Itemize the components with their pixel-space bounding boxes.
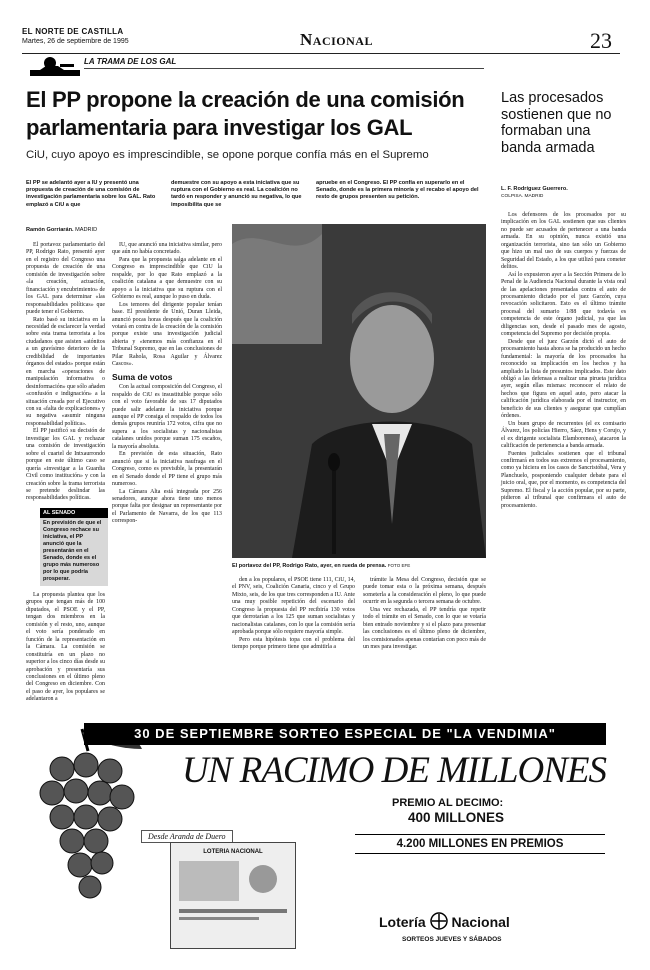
- paragraph: El portavoz parlamentario del PP, Rodrigo Rato, presentó ayer en el registro del Congreso una propuesta de creación de una comisión de investigación sobre «la creación, actuación, financiación y encubrimiento» de los GAL para determinar «las responsabilidades políticas» que puede tener el Gobierno.: [26, 242, 106, 316]
- ad-prize-label: PREMIO AL DECIMO:: [392, 797, 504, 809]
- grapes-icon: [22, 719, 157, 909]
- section-name: Nacional: [300, 30, 373, 49]
- paragraph: Pero esta hipótesis topa con el problema del tiempo porque primero tiene que admitirla a: [232, 636, 355, 651]
- ad-total: 4.200 MILLONES EN PREMIOS: [355, 834, 605, 854]
- side-body: [501, 212, 626, 510]
- ad-sorteos: SORTEOS JUEVES Y SÁBADOS: [402, 936, 502, 943]
- lottery-emblem-icon: [430, 912, 448, 930]
- logo-right-text: Nacional: [451, 914, 510, 930]
- aside-heading: AL SENADO: [40, 508, 108, 518]
- headline: El PP propone la creación de una comisión parlamentaria para investigar los GAL: [26, 87, 465, 140]
- photo-rodrigo-rato: [232, 224, 486, 558]
- byline-place: MADRID: [75, 227, 98, 233]
- body-col1-bottom: [26, 592, 105, 704]
- masthead-left: [22, 27, 129, 46]
- lottery-logo: [379, 912, 510, 930]
- side-headline: Las procesados sostienen que no formaban una banda armada: [501, 90, 612, 156]
- masthead-rule: [22, 53, 620, 54]
- side-byline-name: L. F. Rodríguez Guerrero.: [501, 186, 568, 192]
- paragraph: Para que la propuesta salga adelante en el Congreso es imprescindible que CiU la respalde, por lo que Rato emplazó a la coalición catalana a que demuestre con su apoyo a la iniciativa que su ruptura con el Gobierno es real, aunque lo puso en duda.: [112, 256, 222, 301]
- paragraph: den a los populares, el PSOE tiene 111, CiU, 14, el PNV, seis, Coalición Canaria, cinco y el Grupo Mixto, seis, de los que tres corresponden a IU. Ante una muy posible repetición del escenario del Congreso la propuesta del PP recibiría 130 votos que derrotarían a los 125 que suman socialistas y nacionalistas catalanes, con lo que la comisión sería aprobada porque sólo requiere mayoría simple.: [232, 577, 355, 636]
- paragraph: Fuentes judiciales sostienen que el tribunal confirmará en todos sus extremos el procesamiento, como ya hiciera en los casos de Sancristóbal, Vera y Planchuelo, posponiendo cualquier debate para el juicio oral, que, por el momento, es competencia del Supremo. El fiscal y la acción popular, por su parte, pidieron al tribunal que confirmara el auto de procesamiento.: [501, 450, 626, 509]
- ad-band: 30 DE SEPTIEMBRE SORTEO ESPECIAL DE "LA VENDIMIA": [84, 723, 606, 745]
- paragraph: Rato basó su iniciativa en la necesidad de esclarecer la verdad sobre esta trama terrorista a los ciudadanos que asisten «atónitos a un gravísimo deterioro de la credibilidad de importantes órganos del estado» porque están en marcha «operaciones de manipulación informativa o desinformación» que sólo añaden «confusión e indignación» a la situación creada por el Ejecutivo con su «falta de explicaciones» y su negativa «asumir ninguna responsabilidad política».: [26, 316, 106, 427]
- page-number: 23: [590, 28, 612, 53]
- paragraph: Así lo expusieron ayer a la Sección Primera de lo Penal de la Audiencia Nacional durante la vista oral de las apelaciones presentadas contra el auto de procesamiento dictado por el juez Garzón, cuya revocación solicitaron. Esto es el último trámite procesal del sumario 1/88 que todavía es competencia de este órgano judicial, ya que las diligencias son, desde el pasado mes de agosto, competencia del Supremo por decisión propia.: [501, 271, 626, 338]
- paragraph: En previsión de esta situación, Rato anunció que si la iniciativa naufraga en el Congreso, como es previsible, la presentarán en el Senado donde el PP tiene el grupo más numeroso.: [112, 451, 222, 488]
- kicker: LA TRAMA DE LOS GAL: [84, 57, 177, 66]
- paper-name: EL NORTE DE CASTILLA: [22, 27, 124, 36]
- side-byline-place: COLPISA. MADRID: [501, 194, 544, 199]
- lead-col2: demuestre con su apoyo a esta iniciativa que su ruptura con el Gobierno es real. La coalición no tardó en responder y anunció su negativa, lo que imposibilita que se: [171, 180, 302, 208]
- caption-text: El portavoz del PP, Rodrigo Rato, ayer, en rueda de prensa.: [232, 563, 387, 569]
- kicker-rule: [84, 68, 484, 69]
- body-col4: [363, 577, 486, 652]
- body-col3: [232, 577, 355, 652]
- issue-date: Martes, 26 de septiembre de 1995: [22, 38, 129, 45]
- paragraph: Con la actual composición del Congreso, el respaldo de CiU es insustituible porque sólo con el voto favorable de sus 17 diputados puede salir adelante la iniciativa porque aunque el PP consiga el respaldo de todos los demás grupos reuniría 172 votos, cifra que no supera a los socialistas y nacionalistas catalanes unidos porque suman 175 escaños, la mayoría absoluta.: [112, 384, 222, 450]
- ad-prize-amount: 400 MILLONES: [408, 810, 505, 825]
- gal-logo-icon: [30, 54, 80, 80]
- side-byline: [501, 186, 626, 200]
- aside-box: [40, 508, 108, 588]
- ticket-graphic-icon: [171, 855, 295, 935]
- aside-text: En previsión de que el Congreso rechace su iniciativa, el PP anunció que la presentarán en el Senado, donde es el grupo más numeroso por lo que podría prosperar.: [40, 518, 108, 586]
- photo-caption: [232, 563, 486, 569]
- ticket-title: LOTERIA NACIONAL: [203, 849, 263, 855]
- byline: [26, 227, 97, 233]
- logo-left-text: Lotería: [379, 914, 426, 930]
- paragraph: Una vez rechazada, el PP tendría que repetir todo el trámite en el Senado, con lo que se votaría bien entrado noviembre y si el plazo para presentar las conclusiones es el último pleno de diciembre, los comisionados apenas contarían con poco más de un mes para investigar.: [363, 606, 486, 651]
- paragraph: Un buen grupo de recurrentes (el ex comisario Álvarez, los policías Hierro, Sáez, Hens y Corujo, y el ex dirigente socialista Elamborenea), atacaron la calificación de pertenencia a banda armada.: [501, 420, 626, 450]
- paragraph: La propuesta plantea que los grupos que tengan más de 100 diputados, el PSOE y el PP, tengan dos miembros en la comisión y el resto, uno, aunque el voto sería ponderado en función de la representación en la Cámara. La comisión se constituiría en un plazo no superior a los cinco días desde su aprobación y presentaría sus conclusiones en el último pleno del Congreso en diciembre. Con el paso de ayer, los populares se adelantaron a: [26, 592, 105, 703]
- paragraph: Los defensores de los procesados por su implicación en los GAL sostienen que sus clientes no puede ser acusados de pertenecer a una banda armada. En su opinión, nunca existió una organización terrorista, sino tan sólo un Gobierno que hizo un mal uso de sus cuerpos y fuerzas de Seguridad del Estado, a los que utilizó para cometer delitos.: [501, 212, 626, 271]
- paragraph: Desde que el juez Garzón dictó el auto de procesamiento hasta ahora se ha producido un hecho fundamental: la mayoría de los procesados ha reconocido su implicación en los hechos y ha ampliado la lista de presuntos implicados. Este dato obligó a las defensas a realizar una pirueta jurídica ayer, según ellas mismas: reconocer el relato de hechos que figura en aquel auto, pero atacar la calificación jurídica elaborada por el instructor, en beneficio de sus clientes y asegurar que cumplían órdenes.: [501, 338, 626, 420]
- paragraph: La Cámara Alta está integrada por 256 senadores, aunque ahora tiene uno menos porque falta por designar un representante por el Parlamento de Navarra, de los que 113 correspon-: [112, 488, 222, 525]
- lottery-ticket: [170, 842, 296, 949]
- ad-desde: Desde Aranda de Duero: [141, 830, 233, 843]
- subheadline: CiU, cuyo apoyo es imprescindible, se opone porque confía más en el Supremo: [26, 149, 429, 161]
- photo-credit: FOTO EFE: [387, 563, 411, 568]
- paragraph: trámite la Mesa del Congreso, decisión que se puede tomar esta o la próxima semana, después someterla a la consideración el pleno, lo que puede ocurrir en la segunda o tercera semana de octubre.: [363, 577, 486, 606]
- paragraph: El PP justificó su decisión de investigar los GAL y rechazar una comisión de investigación sobre el cuartel de Intxaurrondo porque en este último caso se quería «investigar a la Guardia Civil como institución» y con la creación sobre la trama terrorista se pretende deslindar las responsabilidades políticas.: [26, 428, 105, 502]
- paragraph: IU, que anunció una iniciativa similar, pero que aún no había concretado.: [112, 242, 222, 256]
- ad-headline: UN RACIMO DE MILLONES: [182, 750, 607, 791]
- photo: [232, 224, 486, 558]
- paragraph: Los temores del dirigente popular tenían base. El presidente de Unió, Duran Lleida, anunció pocas horas después que la coalición votará en contra de la creación de la comisión porque existe una investigación judicial abierta y «tenemos más confianza en el Tribunal Supremo, que en las conclusiones de Pilar Rahola, Rosa Aguilar y Álvarez Cascos».: [112, 301, 222, 368]
- lead-col1: El PP se adelantó ayer a IU y presentó una propuesta de creación de una comisión de investigación parlamentaria sobre los GAL. Rato emplazó a CiU a que: [26, 180, 156, 208]
- lottery-ad: [22, 719, 626, 951]
- subhead: Suma de votos: [112, 371, 173, 382]
- body-col2: [112, 242, 222, 526]
- body-col1-top: [26, 242, 105, 503]
- lead-col3: apruebe en el Congreso. El PP confía en superarlo en el Senado, donde es la primera minoría y el recabo el apoyo del resto de grupos presenten su petición.: [316, 180, 479, 201]
- byline-name: Ramón Gorriarán.: [26, 227, 74, 233]
